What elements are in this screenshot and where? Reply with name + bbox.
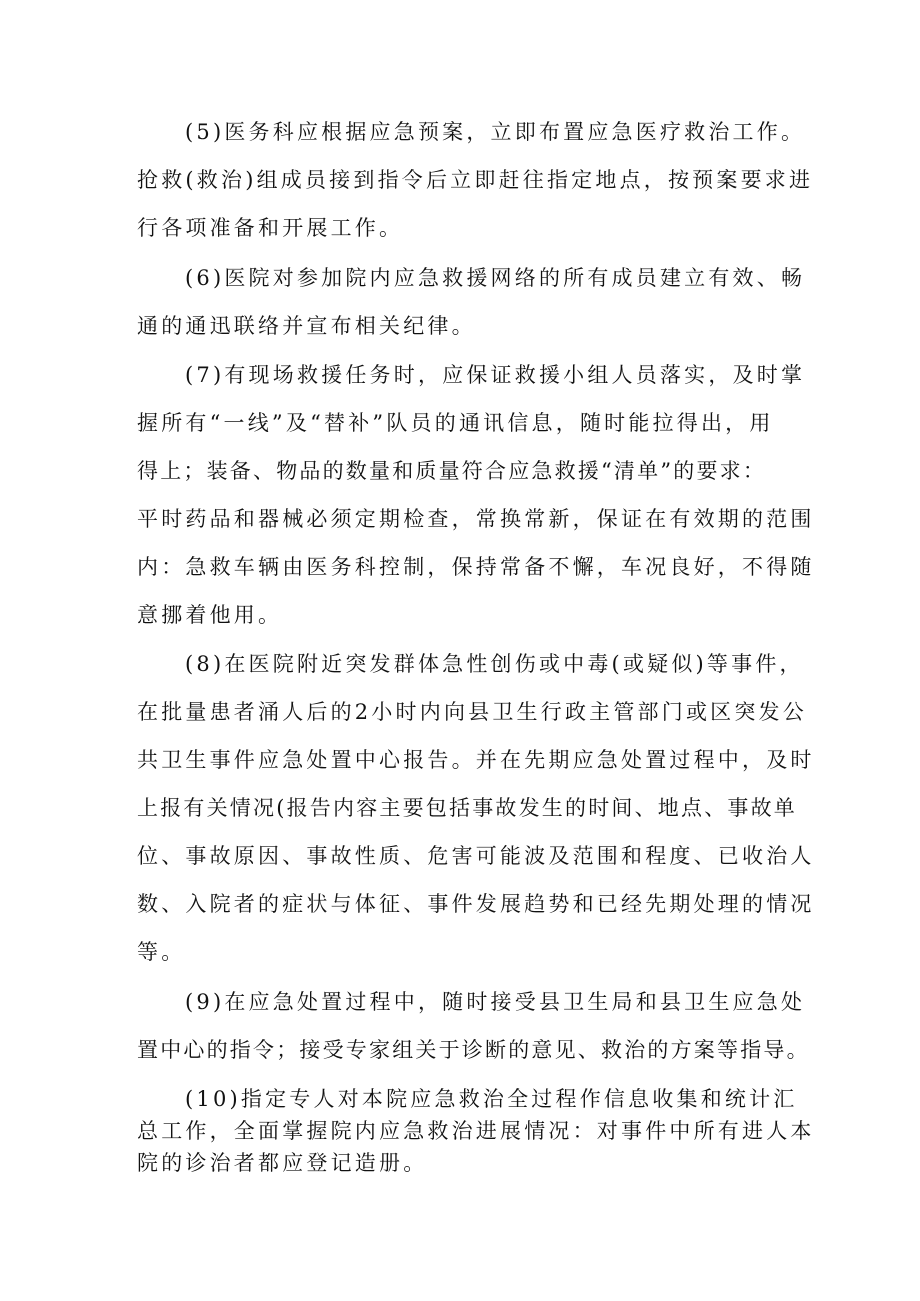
paragraph-6-line-1: (6)医院对参加院内应急救援网络的所有成员建立有效、畅 — [185, 266, 806, 290]
paragraph-7-line-3: 得上；装备、物品的数量和质量符合应急救援“清单”的要求： — [137, 459, 767, 483]
paragraph-10-line-1: (10)指定专人对本院应急救治全过程作信息收集和统计汇 — [185, 1087, 798, 1111]
paragraph-9-line-1: (9)在应急处置过程中，随时接受县卫生局和县卫生应急处 — [185, 990, 806, 1014]
paragraph-6-line-2: 通的通迅联络并宣布相关纪律。 — [137, 314, 476, 338]
paragraph-7-line-5: 内：急救车辆由医务科控制，保持常备不懈，车况良好，不得随 — [137, 555, 815, 579]
paragraph-8-line-6: 数、入院者的症状与体征、事件发展趋势和已经先期处理的情况 — [137, 892, 815, 916]
paragraph-10-line-3: 院的诊治者都应登记造册。 — [137, 1151, 428, 1175]
paragraph-7-line-2: 握所有“一线”及“替补”队员的通讯信息，随时能拉得出，用 — [137, 411, 774, 435]
paragraph-7-line-1: (7)有现场救援任务时，应保证救援小组人员落实，及时掌 — [185, 363, 806, 387]
paragraph-8-line-3: 共卫生事件应急处置中心报告。并在先期应急处置过程中，及时 — [137, 748, 815, 772]
paragraph-5-line-1: (5)医务科应根据应急预案，立即布置应急医疗救治工作。 — [185, 120, 806, 144]
paragraph-8-line-1: (8)在医院附近突发群体急性创伤或中毒(或疑似)等事件， — [185, 652, 804, 676]
paragraph-8-line-4: 上报有关情况(报告内容主要包括事故发生的时间、地点、事故单 — [137, 796, 797, 820]
paragraph-8-line-7: 等。 — [137, 940, 186, 964]
paragraph-7-line-4: 平时药品和器械必须定期检查，常换常新，保证在有效期的范围 — [137, 507, 815, 531]
paragraph-7-line-6: 意挪着他用。 — [137, 603, 283, 627]
paragraph-9-line-2: 置中心的指令；接受专家组关于诊断的意见、救治的方案等指导。 — [137, 1038, 810, 1062]
paragraph-8-line-5: 位、事故原因、事故性质、危害可能波及范围和程度、已收治人 — [137, 844, 815, 868]
paragraph-5-line-3: 行各项准备和开展工作。 — [137, 216, 404, 240]
paragraph-8-line-2: 在批量患者涌人后的2小时内向县卫生行政主管部门或区突发公 — [137, 700, 807, 724]
paragraph-5-line-2: 抢救(救治)组成员接到指令后立即赶往指定地点，按预案要求进 — [137, 168, 814, 192]
paragraph-10-line-2: 总工作，全面掌握院内应急救治进展情况：对事件中所有进人本 — [137, 1119, 815, 1143]
